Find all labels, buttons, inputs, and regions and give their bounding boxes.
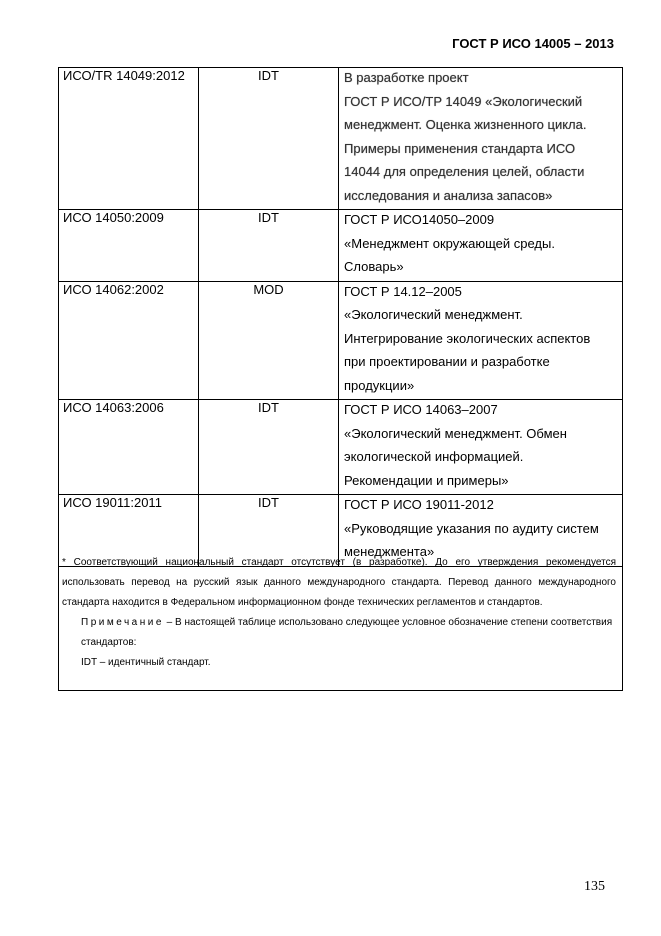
cell-line: исследования и анализа запасов» bbox=[344, 187, 553, 203]
cell-line: В разработке проект bbox=[344, 70, 469, 85]
cell-line: менеджмент. Оценка жизненного цикла. bbox=[344, 117, 587, 132]
document-header: ГОСТ Р ИСО 14005 – 2013 bbox=[452, 36, 614, 51]
cell-line: Интегрирование экологических аспектов bbox=[344, 330, 591, 346]
cell-line: экологической информацией. bbox=[344, 449, 524, 464]
note-label: Примечание bbox=[81, 617, 164, 628]
intl-standard-cell: ИСО 19011:2011 bbox=[59, 495, 199, 567]
cell-line: менеджмента» bbox=[344, 544, 435, 559]
degree-cell: IDT bbox=[199, 68, 339, 210]
cell-line: продукции» bbox=[344, 377, 415, 393]
footnote-text: * Соответствующий национальный стандарт отсутствует (в разработке). До его утверждения рекомендуется использовать перевод на русский язык данного международного стандарта. Перевод данного международного стандарта находится в Федеральном информационном фонде технических регламентов и стандартов. bbox=[62, 557, 616, 608]
degree-cell: IDT bbox=[199, 400, 339, 495]
cell-line: «Экологический менеджмент. bbox=[344, 307, 523, 322]
cell-line: «Руководящие указания по аудиту систем bbox=[344, 520, 599, 536]
degree-cell: MOD bbox=[199, 281, 339, 400]
standards-table bbox=[58, 67, 623, 567]
table-notes bbox=[58, 553, 623, 691]
note-text: – В настоящей таблице использовано следующее условное обозначение степени соответствия стандартов: bbox=[81, 617, 613, 648]
cell-line: «Менеджмент окружающей среды. bbox=[344, 235, 555, 251]
table-row bbox=[59, 400, 623, 495]
cell-line: ГОСТ Р 14.12–2005 bbox=[344, 283, 462, 299]
cell-line: 14044 для определения целей, области bbox=[344, 164, 585, 179]
intl-standard-cell: ИСО 14062:2002 bbox=[59, 281, 199, 400]
national-standard-cell bbox=[339, 68, 623, 210]
table-row bbox=[59, 68, 623, 210]
note-paragraph bbox=[62, 613, 616, 653]
intl-standard-cell: ИСО/TR 14049:2012 bbox=[59, 68, 199, 210]
intl-standard-cell: ИСО 14063:2006 bbox=[59, 400, 199, 495]
cell-line: ГОСТ Р ИСО 14063–2007 bbox=[344, 402, 498, 417]
intl-standard-cell: ИСО 14050:2009 bbox=[59, 210, 199, 282]
cell-line: ГОСТ Р ИСО 19011-2012 bbox=[344, 497, 494, 512]
cell-line: ГОСТ Р ИСО/TP 14049 «Экологический bbox=[344, 93, 583, 109]
national-standard-cell bbox=[339, 400, 623, 495]
idt-definition: IDT – идентичный стандарт. bbox=[81, 657, 211, 668]
cell-line: Примеры применения стандарта ИСО bbox=[344, 140, 576, 156]
national-standard-cell bbox=[339, 281, 623, 400]
degree-cell: IDT bbox=[199, 210, 339, 282]
table-row bbox=[59, 281, 623, 400]
cell-line: Рекомендации и примеры» bbox=[344, 472, 509, 488]
table-row bbox=[59, 210, 623, 282]
cell-line: ГОСТ Р ИСО14050–2009 bbox=[344, 212, 495, 227]
degree-cell: IDT bbox=[199, 495, 339, 567]
cell-line: Словарь» bbox=[344, 259, 404, 274]
national-standard-cell bbox=[339, 210, 623, 282]
cell-line: при проектировании и разработке bbox=[344, 354, 550, 369]
cell-line: «Экологический менеджмент. Обмен bbox=[344, 425, 567, 441]
page-number: 135 bbox=[584, 879, 605, 894]
